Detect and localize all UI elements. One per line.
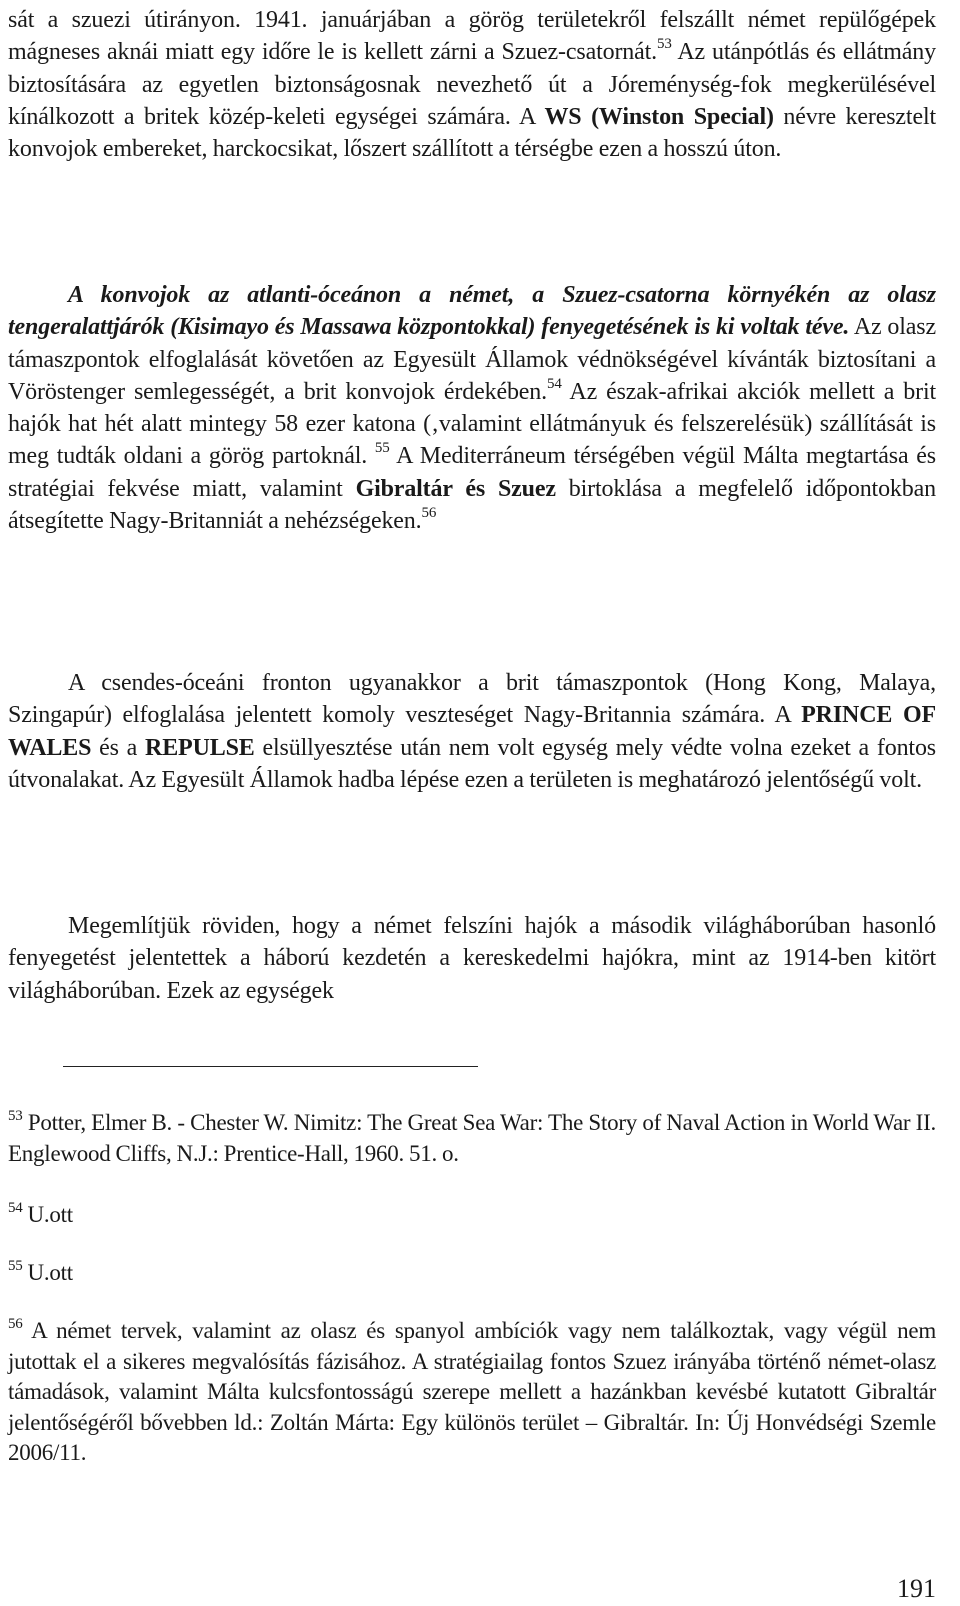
footnote-text: U.ott [22,1260,73,1285]
footnote-53 [8,1108,936,1169]
text: Az utánpótlás és ellátmány biztosítására az egyetlen biztonságosnak nevezhető út a Jóreménység-fok megkerülésével kínálkozott a britek közép-keleti egységei számára. A [8,39,937,130]
bold-text: PRINCE OF WALES [8,702,936,761]
text: és a [91,734,146,761]
text: Az olasz támaszpontok elfoglalását követően az Egyesült Államok védnökségével kívánták biztosítani a Vöröstenger semlegességét, a brit konvojok érdekében. [8,314,936,405]
text: A Mediterráneum térségében végül Málta megtartása és stratégiai fekvése miatt, valamint [8,443,936,502]
text: birtoklása a megfelelő időpontokban átsegítette Nagy-Britanniát a nehézségeken. [8,475,936,535]
footnote-text: U.ott [22,1202,73,1227]
footnote-number: 53 [8,1108,23,1124]
footnote-54 [8,1200,936,1231]
footnote-number: 55 [8,1258,23,1274]
footnote-56 [8,1316,936,1469]
footnote-ref-53[interactable]: 53 [657,36,672,53]
footnote-text: Potter, Elmer B. - Chester W. Nimitz: The Great Sea War: The Story of Naval Action in World War II. Englewood Cliffs, N.J.: Prentice-Hall, 1960. 51. o. [8,1110,936,1166]
document-page [8,0,936,1606]
footnote-55 [8,1258,936,1289]
footnote-ref-55[interactable]: 55 [374,440,390,457]
text: Az észak-afrikai akciók mellett a brit hajók hat hét alatt mintegy 58 ezer katona (‚valamint ellátmányuk és felszerelésük) szállítását is meg tudták oldani a görög partoknál. [8,378,936,470]
bold-text: WS (Winston Special) [544,103,774,130]
paragraph-2 [8,279,936,537]
footnote-separator [63,1066,478,1067]
footnote-number: 54 [8,1200,23,1216]
text: névre keresztelt konvojok embereket, harckocsikat, lőszert szállított a térségbe ezen a hosszú úton. [8,103,936,163]
footnote-text: A német tervek, valamint az olasz és spanyol ambíciók vagy nem találkoztak, vagy végül nem jutottak el a sikeres megvalósítás fázisához. A stratégiailag fontos Szuez irányába történő német-olasz támadások, valamint Málta kulcsfontosságú szerepe mellett a hazánkban kevésbé kutatott Gibraltár jelentőségéről bővebben ld.: Zoltán Márta: Egy különös terület – Gibraltár. In: Új Honvédségi Szemle 2006/11. [8,1318,936,1465]
footnote-ref-54[interactable]: 54 [547,375,562,392]
paragraph-3 [8,667,936,796]
text: A csendes-óceáni fronton ugyanakkor a brit támaszpontok (Hong Kong, Malaya, Szingapúr) elfoglalása jelentett komoly veszteséget Nagy-Britannia számára. A [8,670,936,729]
text: Megemlítjük röviden, hogy a német felszíni hajók a második világháborúban hasonló fenyegetést jelentettek a háború kezdetén a kereskedelmi hajókra, mint az 1914-ben kitört világháborúban. Ezek az egységek [8,913,936,1004]
footnote-ref-56[interactable]: 56 [421,505,437,522]
bold-italic-text: A konvojok az atlanti-óceánon a német, a Szuez-csatorna környékén az olasz tengeralattjárók (Kisimayo és Massawa központokkal) fenyegetésének is ki voltak téve. [8,282,936,341]
bold-text: REPULSE [145,734,255,761]
text: elsüllyesztése után nem volt egység mely védte volna ezeket a fontos útvonalakat. Az Egyesült Államok hadba lépése ezen a területen is meghatározó jelentőségű volt. [8,734,936,793]
paragraph-1 [8,4,936,165]
paragraph-4 [8,910,936,1007]
text: sát a szuezi útirányon. 1941. januárjában a görög területekről felszállt német repülőgépek mágneses aknái miatt egy időre le is kellett zárni a Szuez-csatornát. [8,7,936,66]
footnote-number: 56 [8,1316,23,1332]
bold-text: Gibraltár és Szuez [355,475,556,502]
page-number: 191 [897,1574,936,1603]
